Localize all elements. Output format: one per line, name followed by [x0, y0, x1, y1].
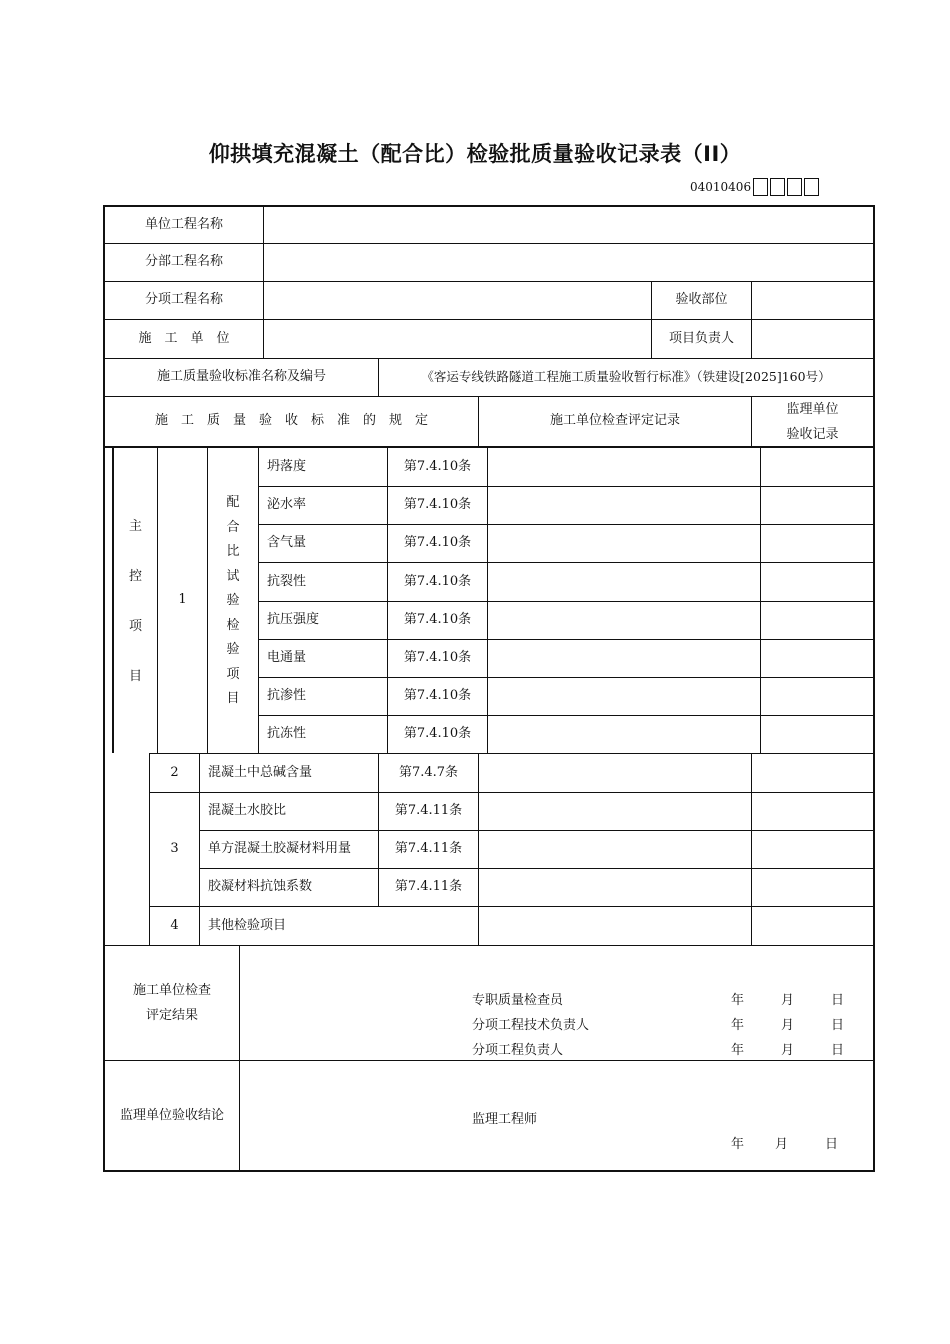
- spec-column-header: 施 工 质 量 验 收 标 准 的 规 定: [154, 413, 428, 429]
- clause-electric-flux: 第7.4.10条: [403, 650, 472, 666]
- supervisor-conclusion-area[interactable]: [240, 1061, 873, 1172]
- item-water-binder-ratio: 混凝土水胶比: [208, 803, 287, 819]
- record-air-content[interactable]: [488, 525, 760, 562]
- clause-binder-content: 第7.4.11条: [394, 841, 463, 857]
- supervisor-impermeability[interactable]: [761, 678, 873, 715]
- project-manager-input[interactable]: [752, 320, 873, 358]
- supervisor-total-alkali[interactable]: [752, 754, 873, 792]
- supervisor-record-column-header: [752, 397, 873, 446]
- clause-impermeability: 第7.4.10条: [403, 688, 472, 704]
- record-other-inspections[interactable]: [479, 907, 751, 945]
- supervisor-bleeding-rate[interactable]: [761, 487, 873, 524]
- acceptance-part-label: 验收部位: [675, 292, 728, 308]
- date-year-3: 年: [731, 1043, 745, 1058]
- item4-number: 4: [170, 917, 179, 933]
- item-slump: 坍落度: [267, 458, 307, 474]
- group3-number: 3: [170, 841, 179, 857]
- record-frost-resistance[interactable]: [488, 716, 760, 753]
- clause-crack-resistance: 第7.4.10条: [403, 573, 472, 589]
- supervisor-compressive-strength[interactable]: [761, 602, 873, 639]
- signer-supervising-engineer: 监理工程师: [472, 1112, 538, 1127]
- unit-project-input[interactable]: [264, 207, 873, 243]
- item2-number: 2: [170, 764, 179, 780]
- supervisor-conclusion-label: 监理单位验收结论: [119, 1108, 224, 1124]
- item-binder-content: 单方混凝土胶凝材料用量: [208, 841, 352, 857]
- supervisor-electric-flux[interactable]: [761, 640, 873, 677]
- code-box-4[interactable]: [804, 178, 819, 196]
- subitem-project-input[interactable]: [264, 282, 651, 319]
- code-box-1[interactable]: [753, 178, 768, 196]
- supervisor-frost-resistance[interactable]: [761, 716, 873, 753]
- inspection-form-table: [103, 205, 875, 1172]
- item-other-inspections: 其他检验项目: [208, 917, 287, 933]
- clause-bleeding-rate: 第7.4.10条: [403, 497, 472, 513]
- signer-technical-lead: 分项工程技术负责人: [472, 1018, 590, 1033]
- record-crack-resistance[interactable]: [488, 563, 760, 601]
- clause-frost-resistance: 第7.4.10条: [403, 726, 472, 742]
- supervisor-corrosion-coefficient[interactable]: [752, 869, 873, 906]
- clause-total-alkali: 第7.4.7条: [398, 764, 459, 780]
- clause-water-binder-ratio: 第7.4.11条: [394, 803, 463, 819]
- date-year-4: 年: [731, 1137, 745, 1152]
- main-control-label: 主 控 项 目: [128, 519, 142, 684]
- subitem-project-label: 分项工程名称: [144, 292, 223, 308]
- record-compressive-strength[interactable]: [488, 602, 760, 639]
- record-water-binder-ratio[interactable]: [479, 793, 751, 830]
- record-slump[interactable]: [488, 448, 760, 486]
- contractor-result-label: 施工单位检查 评定结果: [132, 983, 211, 1023]
- division-project-label: 分部工程名称: [144, 254, 223, 270]
- item-bleeding-rate: 泌水率: [267, 497, 307, 513]
- record-bleeding-rate[interactable]: [488, 487, 760, 524]
- date-day-3: 日: [831, 1043, 845, 1058]
- clause-air-content: 第7.4.10条: [403, 535, 472, 551]
- record-electric-flux[interactable]: [488, 640, 760, 677]
- date-day-4: 日: [825, 1137, 839, 1152]
- record-impermeability[interactable]: [488, 678, 760, 715]
- date-month-4: 月: [775, 1137, 789, 1152]
- item-corrosion-coefficient: 胶凝材料抗蚀系数: [208, 879, 313, 895]
- supervisor-crack-resistance[interactable]: [761, 563, 873, 601]
- date-year-2: 年: [731, 1018, 745, 1033]
- record-total-alkali[interactable]: [479, 754, 751, 792]
- unit-project-label: 单位工程名称: [144, 216, 223, 232]
- standard-label: 施工质量验收标准名称及编号: [156, 369, 326, 385]
- item-crack-resistance: 抗裂性: [267, 573, 307, 589]
- signer-subitem-lead: 分项工程负责人: [472, 1043, 564, 1058]
- construction-unit-label: 施 工 单 位: [138, 330, 230, 346]
- date-day-1: 日: [831, 993, 845, 1008]
- clause-corrosion-coefficient: 第7.4.11条: [394, 879, 463, 895]
- standard-value: 《客运专线铁路隧道工程施工质量验收暂行标准》（铁建设[2025]160号）: [421, 369, 831, 385]
- date-month-1: 月: [781, 993, 795, 1008]
- record-corrosion-coefficient[interactable]: [479, 869, 751, 906]
- supervisor-other-inspections[interactable]: [752, 907, 873, 945]
- item-electric-flux: 电通量: [267, 650, 307, 666]
- code-box-3[interactable]: [787, 178, 802, 196]
- contractor-record-column-header: 施工单位检查评定记录: [549, 413, 680, 429]
- construction-unit-input[interactable]: [264, 320, 651, 358]
- item-impermeability: 抗渗性: [267, 688, 307, 704]
- item-air-content: 含气量: [267, 535, 307, 551]
- date-year-1: 年: [731, 993, 745, 1008]
- supervisor-record-header-line2: 验收记录: [786, 426, 839, 442]
- group1-category: 配 合 比 试 验 检 验 项 目: [226, 495, 240, 707]
- date-month-3: 月: [781, 1043, 795, 1058]
- clause-slump: 第7.4.10条: [403, 458, 472, 474]
- supervisor-binder-content[interactable]: [752, 831, 873, 868]
- item-compressive-strength: 抗压强度: [267, 612, 320, 628]
- supervisor-water-binder-ratio[interactable]: [752, 793, 873, 830]
- acceptance-part-input[interactable]: [752, 282, 873, 319]
- date-month-2: 月: [781, 1018, 795, 1033]
- form-code-number: 04010406: [690, 180, 752, 194]
- form-code: [690, 178, 819, 196]
- supervisor-air-content[interactable]: [761, 525, 873, 562]
- division-project-input[interactable]: [264, 244, 873, 281]
- clause-compressive-strength: 第7.4.10条: [403, 612, 472, 628]
- supervisor-record-header-line1: 监理单位: [786, 401, 839, 417]
- date-day-2: 日: [831, 1018, 845, 1033]
- code-box-2[interactable]: [770, 178, 785, 196]
- item-total-alkali: 混凝土中总碱含量: [208, 764, 313, 780]
- record-binder-content[interactable]: [479, 831, 751, 868]
- page-title: 仰拱填充混凝土（配合比）检验批质量验收记录表（II）: [208, 142, 742, 166]
- item-frost-resistance: 抗冻性: [267, 726, 307, 742]
- signer-quality-inspector: 专职质量检查员: [472, 993, 564, 1008]
- project-manager-label: 项目负责人: [668, 330, 734, 346]
- supervisor-slump[interactable]: [761, 448, 873, 486]
- group1-number: 1: [178, 592, 187, 608]
